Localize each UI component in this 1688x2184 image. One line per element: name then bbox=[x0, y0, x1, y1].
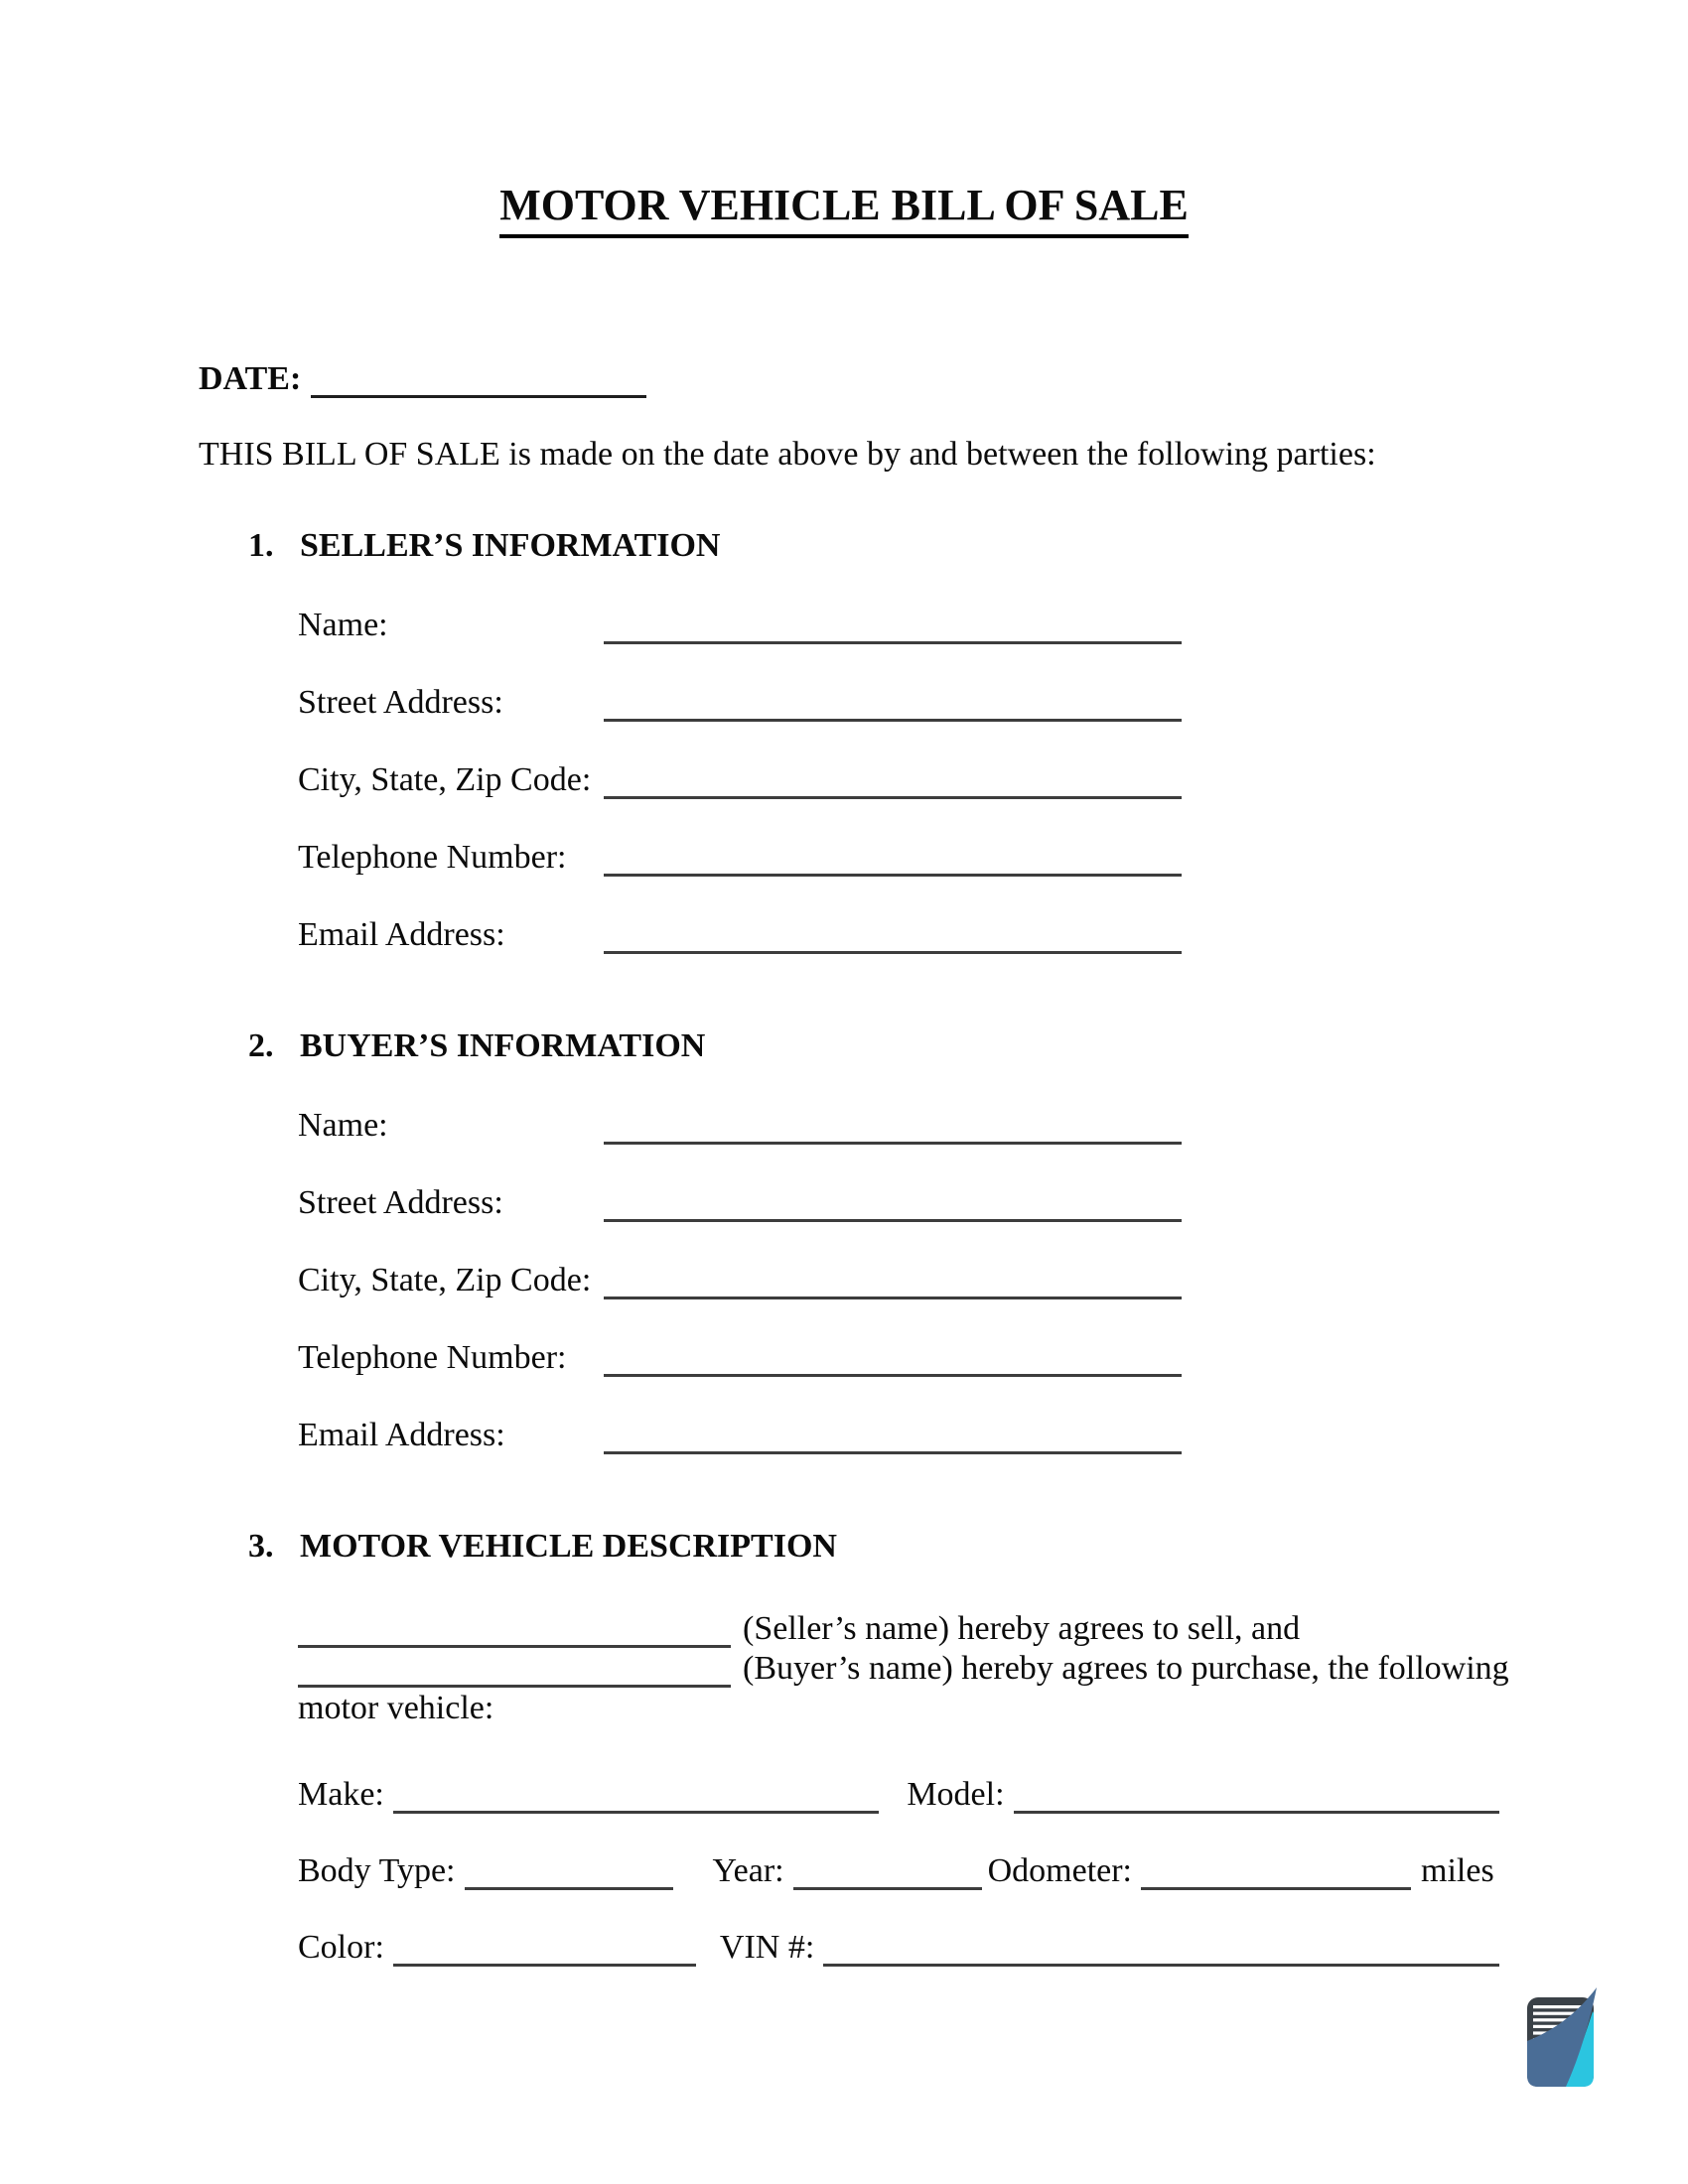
make-label: Make: bbox=[298, 1776, 384, 1813]
seller-street-blank[interactable] bbox=[604, 682, 1182, 722]
page-title bbox=[0, 0, 1688, 233]
vin-blank[interactable] bbox=[823, 1927, 1499, 1967]
buyer-email-row bbox=[298, 1410, 1182, 1454]
seller-city-row bbox=[298, 754, 1182, 799]
seller-phone-row bbox=[298, 832, 1182, 877]
date-label: DATE: bbox=[199, 360, 302, 397]
agreement-buyer-name-blank[interactable] bbox=[298, 1652, 731, 1688]
buyer-name-row bbox=[298, 1100, 1182, 1145]
date-blank[interactable] bbox=[311, 358, 646, 398]
seller-agreement-line bbox=[298, 1609, 1499, 1649]
agreement-seller-name-blank[interactable] bbox=[298, 1612, 731, 1648]
year-blank[interactable] bbox=[793, 1850, 982, 1890]
buyer-name-blank[interactable] bbox=[604, 1105, 1182, 1145]
agreement-continuation: motor vehicle: bbox=[298, 1690, 494, 1726]
model-blank[interactable] bbox=[1014, 1774, 1499, 1814]
agreement-paragraph bbox=[298, 1609, 1509, 1728]
section-3-number: 3. bbox=[248, 1528, 274, 1565]
logo-text-line bbox=[1533, 2005, 1585, 2008]
buyer-street-blank[interactable] bbox=[604, 1182, 1182, 1222]
seller-name-label: Name: bbox=[298, 607, 388, 643]
buyer-street-label: Street Address: bbox=[298, 1184, 503, 1221]
color-label: Color: bbox=[298, 1929, 384, 1966]
year-label: Year: bbox=[712, 1852, 784, 1889]
odometer-label: Odometer: bbox=[987, 1852, 1133, 1889]
model-label: Model: bbox=[907, 1776, 1005, 1813]
section-2-header bbox=[248, 1025, 1688, 1067]
miles-suffix: miles bbox=[1421, 1852, 1494, 1889]
seller-email-label: Email Address: bbox=[298, 916, 505, 953]
buyer-city-row bbox=[298, 1255, 1182, 1299]
seller-agreement-text: (Seller’s name) hereby agrees to sell, and bbox=[743, 1610, 1301, 1647]
body-type-label: Body Type: bbox=[298, 1852, 456, 1889]
seller-street-label: Street Address: bbox=[298, 684, 503, 721]
section-2-number: 2. bbox=[248, 1027, 274, 1064]
buyer-email-blank[interactable] bbox=[604, 1415, 1182, 1454]
buyer-phone-blank[interactable] bbox=[604, 1337, 1182, 1377]
buyer-name-label: Name: bbox=[298, 1107, 388, 1144]
buyer-agreement-line bbox=[298, 1649, 1509, 1689]
buyer-agreement-text: (Buyer’s name) hereby agrees to purchase, the following bbox=[743, 1650, 1509, 1687]
buyer-city-blank[interactable] bbox=[604, 1260, 1182, 1299]
buyer-email-label: Email Address: bbox=[298, 1417, 505, 1453]
section-3-title: MOTOR VEHICLE DESCRIPTION bbox=[300, 1528, 837, 1565]
date-row bbox=[199, 354, 1688, 398]
body-year-odometer-row bbox=[298, 1844, 1499, 1890]
color-vin-row bbox=[298, 1921, 1499, 1967]
buyer-phone-label: Telephone Number: bbox=[298, 1339, 567, 1376]
seller-phone-blank[interactable] bbox=[604, 837, 1182, 877]
section-1-header bbox=[248, 525, 1688, 567]
section-3-header bbox=[248, 1526, 1688, 1568]
formspal-logo bbox=[1509, 1985, 1618, 2105]
seller-city-label: City, State, Zip Code: bbox=[298, 761, 592, 798]
seller-city-blank[interactable] bbox=[604, 759, 1182, 799]
seller-name-row bbox=[298, 600, 1182, 644]
buyer-city-label: City, State, Zip Code: bbox=[298, 1262, 592, 1298]
body-type-blank[interactable] bbox=[465, 1850, 673, 1890]
make-blank[interactable] bbox=[393, 1774, 879, 1814]
seller-street-row bbox=[298, 677, 1182, 722]
section-1-number: 1. bbox=[248, 527, 274, 564]
vin-label: VIN #: bbox=[719, 1929, 815, 1966]
buyer-phone-row bbox=[298, 1332, 1182, 1377]
seller-name-blank[interactable] bbox=[604, 605, 1182, 644]
section-2-title: BUYER’S INFORMATION bbox=[300, 1027, 706, 1064]
seller-email-row bbox=[298, 909, 1182, 954]
seller-email-blank[interactable] bbox=[604, 914, 1182, 954]
seller-phone-label: Telephone Number: bbox=[298, 839, 567, 876]
intro-text: THIS BILL OF SALE is made on the date above by and between the following parties: bbox=[199, 436, 1376, 473]
odometer-blank[interactable] bbox=[1141, 1850, 1411, 1890]
page-title-text: MOTOR VEHICLE BILL OF SALE bbox=[499, 181, 1189, 238]
color-blank[interactable] bbox=[393, 1927, 696, 1967]
make-model-row bbox=[298, 1768, 1499, 1814]
section-1-title: SELLER’S INFORMATION bbox=[300, 527, 721, 564]
buyer-street-row bbox=[298, 1177, 1182, 1222]
